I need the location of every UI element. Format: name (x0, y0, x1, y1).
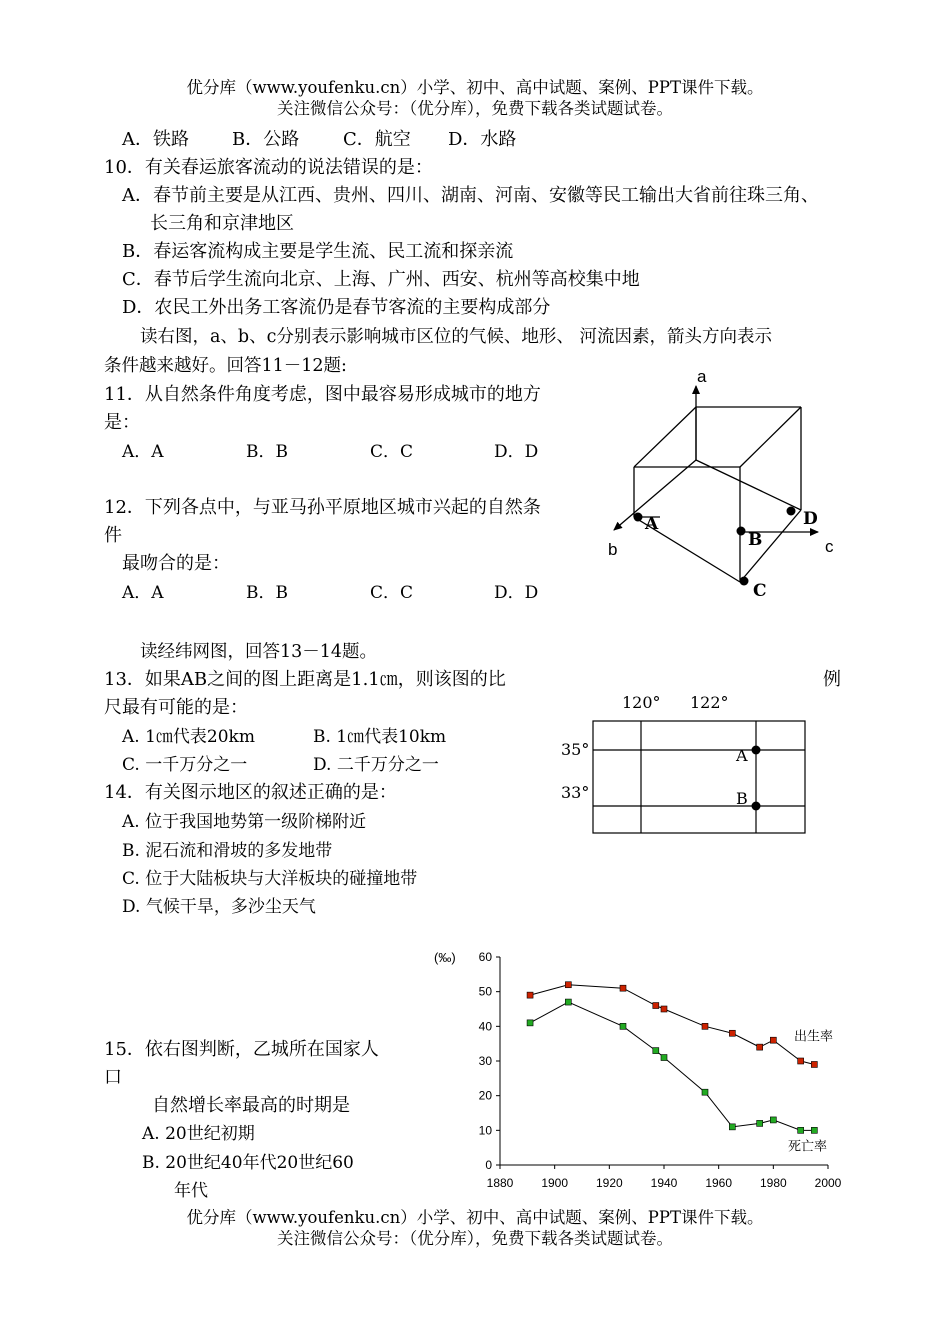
chart-data-point (770, 1117, 776, 1123)
q12-stem-line3: 最吻合的是： (122, 553, 230, 574)
q9-option-b: B．公路 (232, 129, 300, 150)
q12-option-c: C．C (370, 583, 414, 603)
q10-option-c: C．春节后学生流向北京、上海、广州、西安、杭州等高校集中地 (122, 269, 640, 290)
chart-series-label: 出生率 (794, 1028, 834, 1044)
grid-label-a: A (736, 746, 748, 765)
q14-option-d: D. 气候干旱，多沙尘天气 (122, 897, 316, 917)
cube-point-b (737, 527, 746, 536)
q13-option-d: D. 二千万分之一 (313, 755, 439, 775)
chart-data-point (702, 1023, 708, 1029)
chart-x-tick-label: 1940 (650, 1176, 678, 1190)
chart-y-tick-label: 30 (478, 1054, 492, 1068)
chart-x-tick-label: 1880 (486, 1176, 514, 1190)
chart-y-tick-label: 0 (485, 1158, 492, 1172)
q12-stem-line2: 件 (104, 525, 122, 546)
chart-data-point (729, 1030, 735, 1036)
chart-x-tick-label: 1920 (595, 1176, 623, 1190)
q13-stem-line1-end: 例 (823, 669, 841, 690)
grid-lat-35: 35° (561, 740, 590, 759)
chart-series-line (530, 985, 814, 1065)
chart-data-point (798, 1127, 804, 1133)
chart-y-tick-label: 50 (478, 984, 492, 999)
q15-option-b-line1: B. 20世纪40年代20世纪60 (142, 1153, 354, 1173)
q10-option-a-line2: 长三角和京津地区 (150, 213, 294, 234)
chart-data-point (661, 1006, 667, 1012)
intro-13-14: 读经纬网图，回答13－14题。 (140, 642, 378, 662)
chart-tick-labels (479, 950, 842, 1190)
q9-option-d: D．水路 (448, 129, 517, 150)
q9-option-c: C．航空 (343, 129, 411, 150)
q10-option-b: B．春运客流构成主要是学生流、民工流和探亲流 (122, 241, 514, 262)
chart-data-point (757, 1044, 763, 1050)
lat-lon-grid (593, 721, 805, 833)
q12-option-d: D．D (494, 583, 539, 603)
cube-label-b: B (748, 530, 763, 550)
chart-y-tick-label: 40 (478, 1019, 492, 1034)
q12-option-a: A．A (122, 583, 164, 603)
q11-stem-line2: 是： (104, 412, 140, 433)
cube-axis-a-label: a (697, 367, 707, 386)
q13-stem-line1: 13．如果AB之间的图上距离是1.1㎝，则该图的比 (104, 669, 506, 690)
chart-y-unit-label: (‰) (434, 950, 456, 965)
grid-point-b (752, 802, 761, 811)
chart-data-point (565, 999, 571, 1005)
chart-data-point (729, 1124, 735, 1130)
chart-x-tick-label: 1980 (759, 1176, 787, 1190)
chart-data-point (702, 1089, 708, 1095)
grid-lon-120: 120° (622, 693, 661, 712)
intro-11-12-line2: 条件越来越好。回答11－12题: (104, 356, 347, 376)
q14-stem: 14．有关图示地区的叙述正确的是： (104, 782, 397, 803)
cube-label-d: D (803, 509, 818, 529)
q10-option-a-line1: A．春节前主要是从江西、贵州、四川、湖南、河南、安徽等民工输出大省前往珠三角、 (122, 185, 819, 206)
q12-stem-line1: 12．下列各点中，与亚马孙平原地区城市兴起的自然条 (104, 497, 541, 518)
chart-x-tick-label: 1900 (541, 1176, 569, 1190)
q12-option-b: B．B (246, 583, 288, 603)
cube-label-a: A (645, 514, 659, 534)
chart-data-point (811, 1061, 817, 1067)
q14-option-c: C. 位于大陆板块与大洋板块的碰撞地带 (122, 869, 418, 889)
chart-y-tick-label: 20 (478, 1088, 492, 1103)
q11-option-b: B．B (246, 442, 288, 462)
chart-data-point (527, 1020, 533, 1026)
cube-axis-c-label: c (825, 537, 834, 556)
cube-axis-b-label: b (608, 540, 618, 559)
footer-line-2: 关注微信公众号：（优分库），免费下载各类试题试卷。 (277, 1229, 673, 1248)
q14-option-b: B. 泥石流和滑坡的多发地带 (122, 841, 333, 861)
q11-option-a: A．A (122, 442, 164, 462)
q15-stem-line1: 15．依右图判断，乙城所在国家人 (104, 1039, 379, 1060)
q15-option-a: A. 20世纪初期 (142, 1124, 255, 1144)
chart-series (527, 982, 817, 1134)
chart-data-point (527, 992, 533, 998)
chart-series-labels (788, 1028, 833, 1153)
grid-point-a (752, 746, 761, 755)
q11-option-d: D．D (494, 442, 539, 462)
grid-lat-33: 33° (561, 783, 590, 802)
chart-data-point (661, 1055, 667, 1061)
q9-option-a: A．铁路 (122, 129, 189, 150)
population-rate-chart (420, 940, 860, 1200)
cube-label-c: C (753, 581, 767, 601)
cube-point-a (634, 513, 643, 522)
chart-series-label: 死亡率 (788, 1138, 828, 1154)
chart-x-tick-label: 2000 (814, 1176, 842, 1190)
chart-data-point (770, 1037, 776, 1043)
chart-data-point (757, 1120, 763, 1126)
q13-option-c: C. 一千万分之一 (122, 755, 248, 775)
q11-option-c: C．C (370, 442, 414, 462)
q15-stem-line2: 口 (104, 1067, 122, 1088)
q10-option-d: D．农民工外出务工客流仍是春节客流的主要构成部分 (122, 297, 551, 318)
cube-point-c (740, 577, 749, 586)
q11-stem-line1: 11．从自然条件角度考虑，图中最容易形成城市的地方 (104, 384, 541, 405)
grid-lon-122: 122° (690, 693, 729, 712)
chart-data-point (620, 1023, 626, 1029)
header-line-2: 关注微信公众号：（优分库），免费下载各类试题试卷。 (277, 99, 673, 118)
q13-stem-line2: 尺最有可能的是： (104, 697, 248, 718)
chart-x-tick-label: 1960 (705, 1176, 733, 1190)
chart-data-point (811, 1127, 817, 1133)
chart-data-point (620, 985, 626, 991)
grid-label-b: B (736, 789, 748, 808)
chart-axes (500, 957, 828, 1165)
intro-11-12-line1: 读右图，a、b、c分别表示影响城市区位的气候、地形、 河流因素，箭头方向表示 (140, 327, 772, 347)
q14-option-a: A. 位于我国地势第一级阶梯附近 (122, 812, 367, 832)
chart-y-tick-label: 10 (478, 1123, 492, 1138)
chart-data-point (565, 982, 571, 988)
q13-option-b: B. 1㎝代表10km (313, 727, 447, 747)
q15-option-b-line2: 年代 (174, 1181, 208, 1201)
q10-stem: 10．有关春运旅客流动的说法错误的是： (104, 157, 433, 178)
chart-data-point (653, 1048, 659, 1054)
chart-y-tick-label: 60 (478, 950, 492, 964)
q15-stem-line3: 自然增长率最高的时期是 (152, 1095, 350, 1116)
header-line-1: 优分库（www.youfenku.cn）小学、初中、高中试题、案例、PPT课件下载。 (186, 78, 764, 97)
chart-data-point (798, 1058, 804, 1064)
cube-point-d (787, 507, 796, 516)
chart-series-line (530, 1002, 814, 1130)
chart-data-point (653, 1003, 659, 1009)
q13-option-a: A. 1㎝代表20km (122, 727, 255, 747)
footer-line-1: 优分库（www.youfenku.cn）小学、初中、高中试题、案例、PPT课件下载。 (186, 1208, 764, 1227)
